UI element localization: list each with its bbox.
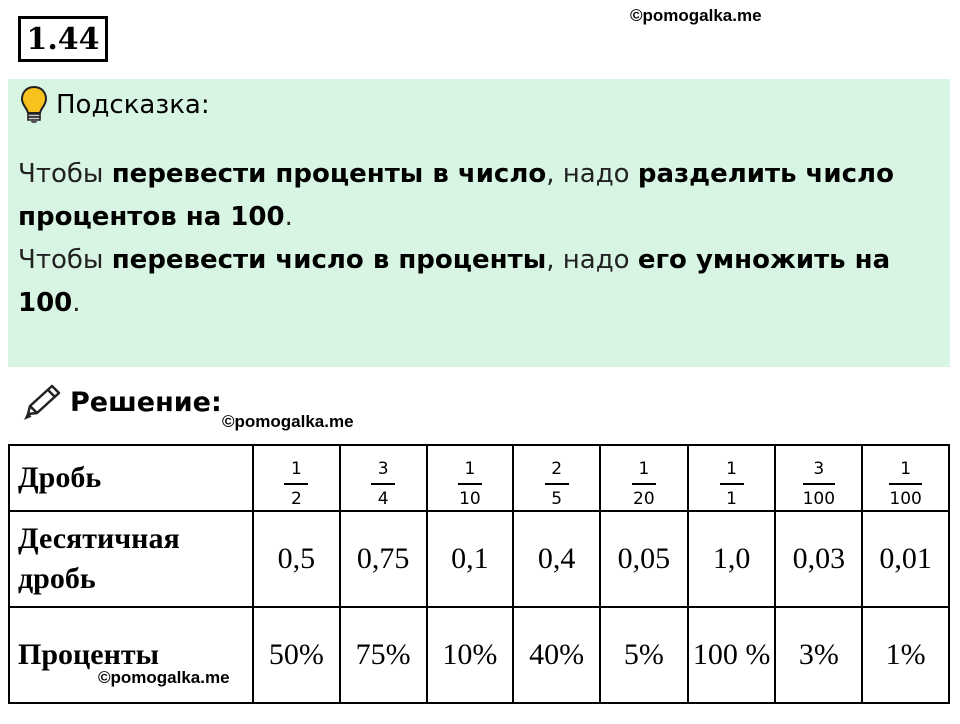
percent-cell: 100 % (688, 607, 776, 703)
fraction-cell: $\frac{1}{1}$ (688, 445, 776, 511)
percent-cell: 5% (600, 607, 688, 703)
hint-plain: . (72, 288, 81, 318)
pencil-icon (22, 384, 62, 420)
row-header-decimal: Десятичная дробь (9, 511, 253, 607)
fraction-cell: $\frac{1}{20}$ (600, 445, 688, 511)
fraction-cell: $\frac{3}{4}$ (340, 445, 427, 511)
decimal-cell: 0,4 (513, 511, 600, 607)
decimal-cell: 0,1 (427, 511, 514, 607)
watermark-middle: ©pomogalka.me (222, 412, 354, 431)
percent-cell: 40% (513, 607, 600, 703)
hint-plain: Чтобы (18, 245, 112, 275)
hint-plain: , надо (546, 159, 638, 189)
hint-panel (8, 79, 950, 367)
hint-text (18, 153, 918, 325)
percent-cell: 1% (862, 607, 949, 703)
decimal-cell: 0,03 (775, 511, 862, 607)
hint-plain: Чтобы (18, 159, 112, 189)
fraction-cell: $\frac{3}{100}$ (775, 445, 862, 511)
hint-header (20, 85, 210, 125)
decimal-cell: 0,75 (340, 511, 427, 607)
fraction-cell: $\frac{2}{5}$ (513, 445, 600, 511)
decimal-cell: 1,0 (688, 511, 776, 607)
hint-emphasis: перевести проценты в число (111, 159, 547, 189)
percent-cell: 75% (340, 607, 427, 703)
hint-plain: , надо (546, 245, 638, 275)
decimal-row (9, 511, 949, 607)
lightbulb-icon (20, 85, 48, 125)
decimal-cell: 0,05 (600, 511, 688, 607)
row-header-fraction: Дробь (9, 445, 253, 511)
percent-row (9, 607, 949, 703)
solution-header (22, 384, 222, 420)
percent-cell: 50% (253, 607, 340, 703)
conversion-table (8, 444, 950, 704)
hint-emphasis: его умножить на 100 (18, 245, 891, 318)
decimal-cell: 0,01 (862, 511, 949, 607)
fraction-cell: $\frac{1}{100}$ (862, 445, 949, 511)
percent-cell: 10% (427, 607, 514, 703)
problem-number: 1.44 (18, 16, 108, 62)
solution-title: Решение: (70, 386, 222, 418)
fraction-cell: $\frac{1}{2}$ (253, 445, 340, 511)
decimal-cell: 0,5 (253, 511, 340, 607)
watermark-bottom: ©pomogalka.me (98, 668, 230, 687)
watermark-top: ©pomogalka.me (630, 6, 762, 25)
hint-plain: . (284, 202, 293, 232)
hint-title: Подсказка: (56, 90, 210, 120)
hint-emphasis: разделить число процентов на 100 (18, 159, 894, 232)
fraction-row (9, 445, 949, 511)
hint-emphasis: перевести число в проценты (111, 245, 547, 275)
percent-cell: 3% (775, 607, 862, 703)
row-header-percent: Проценты (9, 607, 253, 703)
fraction-cell: $\frac{1}{10}$ (427, 445, 514, 511)
